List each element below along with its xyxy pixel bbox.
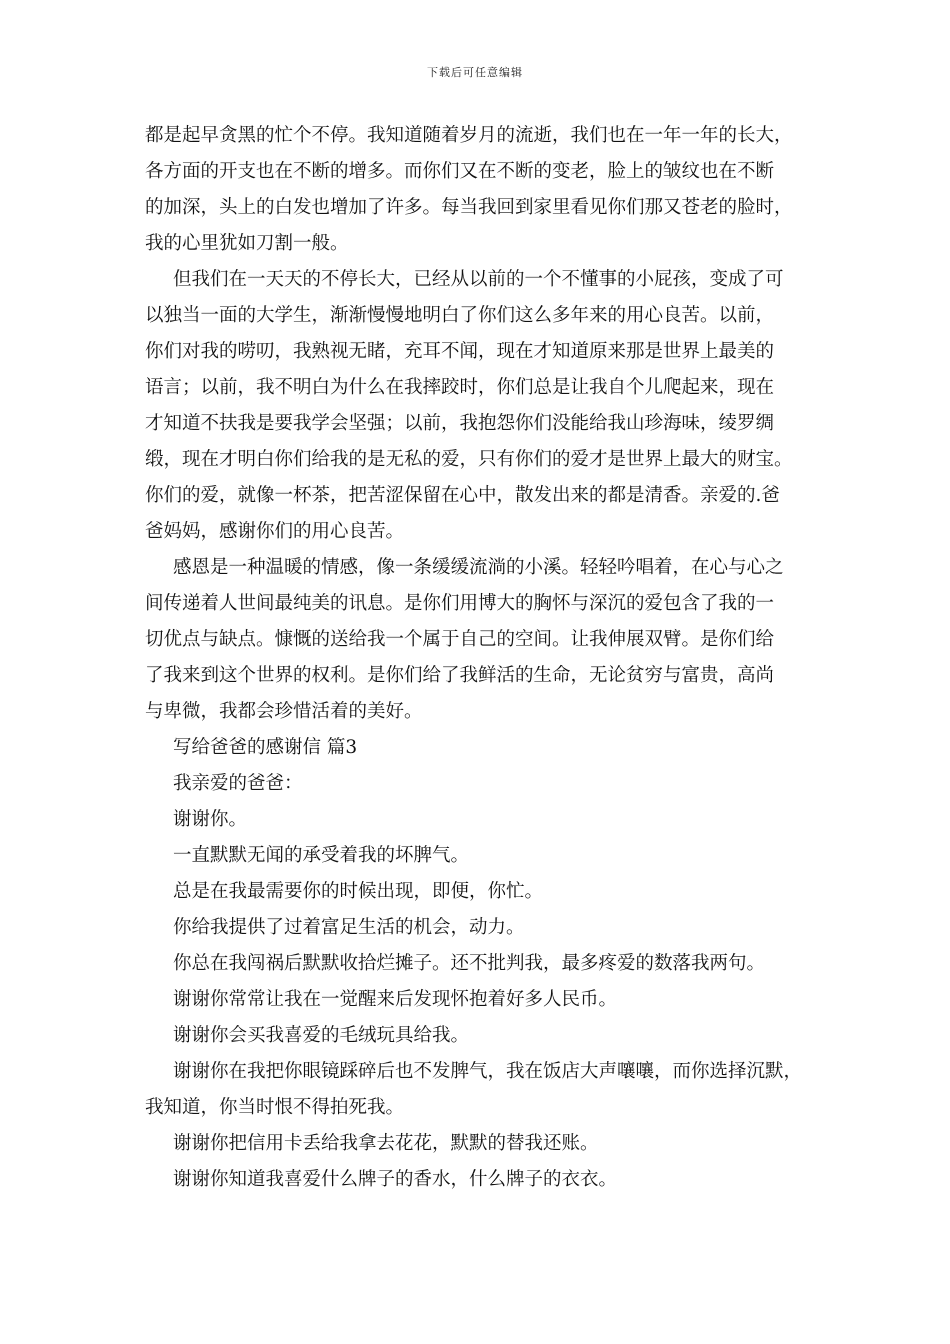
paragraph bbox=[145, 982, 835, 1018]
text-line: 你总在我闯祸后默默收拾烂摊子。还不批判我，最多疼爱的数落我两句。 bbox=[173, 953, 766, 974]
text-line: 我亲爱的爸爸： bbox=[173, 773, 303, 794]
text-line: 了我来到这个世界的权利。是你们给了我鲜活的生命，无论贫穷与富贵，高尚 bbox=[145, 665, 775, 686]
text-line: 语言；以前，我不明白为什么在我摔跤时，你们总是让我自个儿爬起来，现在 bbox=[145, 377, 775, 398]
text-line: 写给爸爸的感谢信 篇3 bbox=[173, 737, 358, 758]
text-line: 你们对我的唠叨，我熟视无睹，充耳不闻，现在才知道原来那是世界上最美的 bbox=[145, 341, 775, 362]
paragraph bbox=[145, 946, 835, 982]
paragraph bbox=[145, 910, 835, 946]
paragraph bbox=[145, 118, 835, 262]
text-line: 我的心里犹如刀割一般。 bbox=[145, 233, 349, 254]
paragraph bbox=[145, 874, 835, 910]
paragraph bbox=[145, 262, 835, 550]
text-line: 我知道，你当时恨不得拍死我。 bbox=[145, 1097, 405, 1118]
text-line: 才知道不扶我是要我学会坚强；以前，我抱怨你们没能给我山珍海味，绫罗绸 bbox=[145, 413, 775, 434]
text-line: 谢谢你知道我喜爱什么牌子的香水，什么牌子的衣衣。 bbox=[173, 1169, 618, 1190]
text-line: 谢谢你。 bbox=[173, 809, 248, 830]
paragraph bbox=[145, 1126, 835, 1162]
paragraph bbox=[145, 838, 835, 874]
text-line: 谢谢你在我把你眼镜踩碎后也不发脾气，我在饭店大声嚷嚷，而你选择沉默， bbox=[173, 1061, 803, 1082]
paragraph bbox=[145, 1162, 835, 1198]
text-line: 都是起早贪黑的忙个不停。我知道随着岁月的流逝，我们也在一年一年的长大， bbox=[145, 125, 793, 146]
paragraph bbox=[145, 1054, 835, 1126]
text-line: 与卑微，我都会珍惜活着的美好。 bbox=[145, 701, 423, 722]
text-line: 一直默默无闻的承受着我的坏脾气。 bbox=[173, 845, 470, 866]
paragraph bbox=[145, 802, 835, 838]
paragraph bbox=[145, 766, 835, 802]
text-line: 谢谢你常常让我在一觉醒来后发现怀抱着好多人民币。 bbox=[173, 989, 618, 1010]
text-line: 你们的爱，就像一杯茶，把苦涩保留在心中，散发出来的都是清香。亲爱的.爸 bbox=[145, 485, 780, 506]
text-line: 感恩是一种温暖的情感，像一条缓缓流淌的小溪。轻轻吟唱着，在心与心之 bbox=[173, 557, 784, 578]
text-line: 你给我提供了过着富足生活的机会，动力。 bbox=[173, 917, 525, 938]
paragraph bbox=[145, 730, 835, 766]
text-line: 的加深，头上的白发也增加了许多。每当我回到家里看见你们那又苍老的脸时， bbox=[145, 197, 793, 218]
text-line: 间传递着人世间最纯美的讯息。是你们用博大的胸怀与深沉的爱包含了我的一 bbox=[145, 593, 775, 614]
text-line: 谢谢你把信用卡丢给我拿去花花，默默的替我还账。 bbox=[173, 1133, 599, 1154]
text-line: 各方面的开支也在不断的增多。而你们又在不断的变老，脸上的皱纹也在不断 bbox=[145, 161, 775, 182]
text-line: 缎，现在才明白你们给我的是无私的爱，只有你们的爱才是世界上最大的财宝。 bbox=[145, 449, 793, 470]
header-note: 下载后可任意编辑 bbox=[427, 66, 523, 79]
text-line: 但我们在一天天的不停长大，已经从以前的一个不懂事的小屁孩，变成了可 bbox=[173, 269, 784, 290]
text-line: 总是在我最需要你的时候出现，即便，你忙。 bbox=[173, 881, 544, 902]
text-line: 爸妈妈，感谢你们的用心良苦。 bbox=[145, 521, 405, 542]
text-line: 切优点与缺点。慷慨的送给我一个属于自己的空间。让我伸展双臂。是你们给 bbox=[145, 629, 775, 650]
text-line: 谢谢你会买我喜爱的毛绒玩具给我。 bbox=[173, 1025, 470, 1046]
paragraph bbox=[145, 1018, 835, 1054]
paragraph bbox=[145, 550, 835, 730]
document-body bbox=[145, 118, 835, 1198]
text-line: 以独当一面的大学生，渐渐慢慢地明白了你们这么多年来的用心良苦。以前， bbox=[145, 305, 775, 326]
